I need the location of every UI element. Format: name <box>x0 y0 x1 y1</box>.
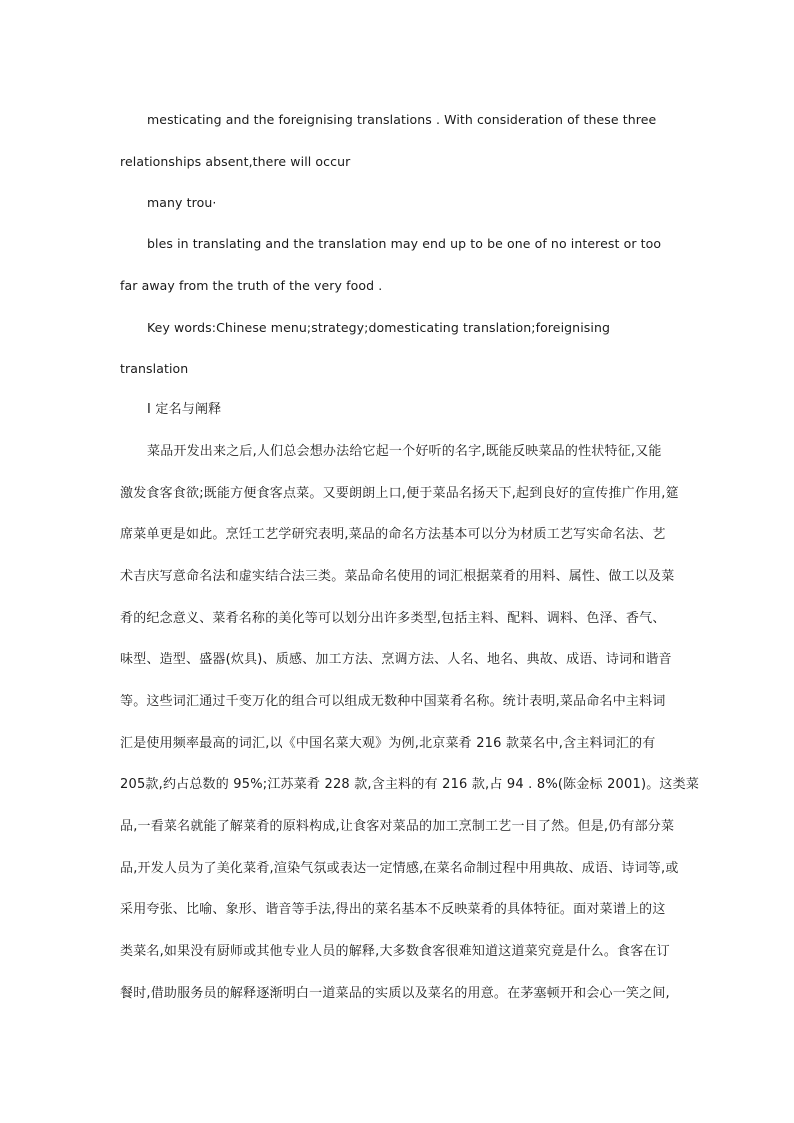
body-line: 205款,约占总数的 95%;江苏菜肴 228 款,含主料的有 216 款,占 94 . 8%(陈金标 2001)。这类菜 <box>120 777 700 792</box>
keywords-line-2: translation <box>120 361 189 376</box>
body-line: 品,一看菜名就能了解菜肴的原料构成,让食客对菜品的加工烹制工艺一目了然。但是,仍有部分菜 <box>120 819 675 834</box>
abstract-line-1: mesticating and the foreignising translations . With consideration of these three <box>147 112 657 127</box>
abstract-line-4: bles in translating and the translation may end up to be one of no interest or too <box>147 236 662 251</box>
abstract-line-2: relationships absent,there will occur <box>120 154 351 169</box>
abstract-line-5: far away from the truth of the very food . <box>120 278 383 293</box>
body-line: 等。这些词汇通过千变万化的组合可以组成无数种中国菜肴名称。统计表明,菜品命名中主料词 <box>120 694 666 709</box>
body-line: 类菜名,如果没有厨师或其他专业人员的解释,大多数食客很难知道这道菜究竟是什么。食客在订 <box>120 944 670 959</box>
body-line: 汇是使用频率最高的词汇,以《中国名菜大观》为例,北京菜肴 216 款菜名中,含主料词汇的有 <box>120 736 656 751</box>
abstract-line-3: many trou· <box>147 195 217 210</box>
body-line: 采用夸张、比喻、象形、谐音等手法,得出的菜名基本不反映菜肴的具体特征。面对菜谱上的这 <box>120 902 666 917</box>
body-line: 味型、造型、盛器(炊具)、质感、加工方法、烹调方法、人名、地名、典故、成语、诗词和谐音 <box>120 652 672 667</box>
body-line: 术吉庆写意命名法和虚实结合法三类。菜品命名使用的词汇根据菜肴的用料、属性、做工以及菜 <box>120 569 675 584</box>
body-line: 餐时,借助服务员的解释逐渐明白一道菜品的实质以及菜名的用意。在茅塞顿开和会心一笑之间, <box>120 986 670 1001</box>
body-line: 菜品开发出来之后,人们总会想办法给它起一个好听的名字,既能反映菜品的性状特征,又能 <box>147 444 662 459</box>
body-line: 品,开发人员为了美化菜肴,渲染气氛或表达一定情感,在菜名命制过程中用典故、成语、诗词等,或 <box>120 861 679 876</box>
body-line: 激发食客食欲;既能方便食客点菜。又要朗朗上口,便于菜品名扬天下,起到良好的宣传推广作用,筵 <box>120 486 679 501</box>
keywords-line-1: Key words:Chinese menu;strategy;domesticating translation;foreignising <box>147 320 611 335</box>
body-line: 席菜单更是如此。烹饪工艺学研究表明,菜品的命名方法基本可以分为材质工艺写实命名法、艺 <box>120 527 666 542</box>
section-heading: I 定名与阐释 <box>147 402 222 417</box>
body-line: 肴的纪念意义、菜肴名称的美化等可以划分出许多类型,包括主料、配料、调料、色泽、香气、 <box>120 611 666 626</box>
